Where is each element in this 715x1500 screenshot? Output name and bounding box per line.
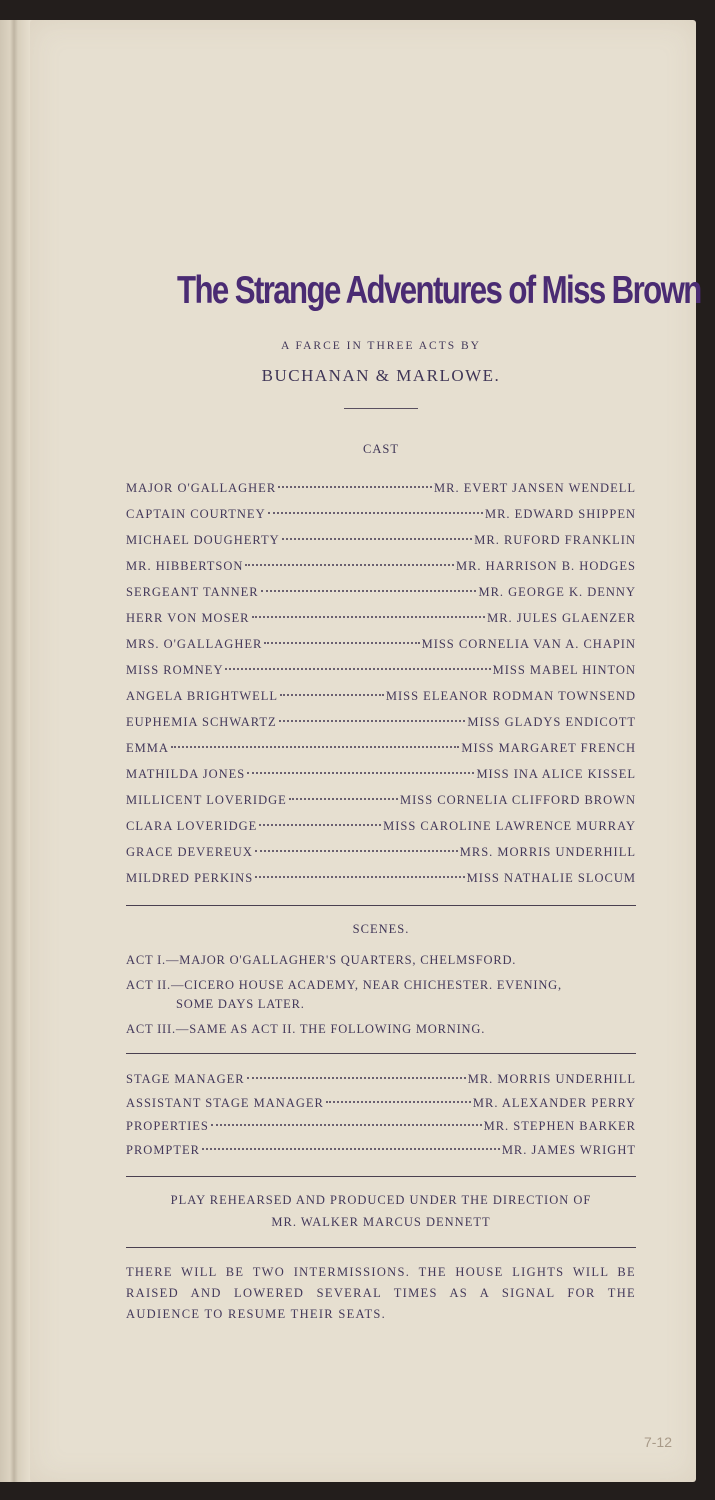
cast-row xyxy=(126,865,636,891)
cast-role: MILDRED PERKINS xyxy=(126,871,254,885)
cast-actor: MR. RUFORD FRANKLIN xyxy=(474,533,636,547)
cast-heading: CAST xyxy=(363,442,399,456)
scene-entry xyxy=(126,951,636,970)
cast-actor: MR. EDWARD SHIPPEN xyxy=(484,507,636,521)
cast-actor: MRS. MORRIS UNDERHILL xyxy=(459,845,636,859)
cast-actor: MISS NATHALIE SLOCUM xyxy=(466,871,636,885)
play-authors: BUCHANAN & MARLOWE. xyxy=(261,366,501,385)
cast-role: GRACE DEVEREUX xyxy=(126,845,253,859)
scene-line-continued: SOME DAYS LATER. xyxy=(176,997,305,1011)
cast-row xyxy=(126,527,636,553)
crew-row xyxy=(126,1139,636,1163)
cast-role: SERGEANT TANNER xyxy=(126,585,259,599)
crew-row xyxy=(126,1115,636,1139)
cast-role: MICHAEL DOUGHERTY xyxy=(126,533,280,547)
cast-row xyxy=(126,813,636,839)
leader-dots xyxy=(245,564,454,566)
leader-dots xyxy=(261,590,477,592)
cast-row xyxy=(126,501,636,527)
cast-role: MATHILDA JONES xyxy=(126,767,246,781)
cast-row xyxy=(126,553,636,579)
program-page xyxy=(30,20,701,1482)
crew-member: MR. JAMES WRIGHT xyxy=(501,1142,636,1157)
crew-list xyxy=(126,1068,636,1162)
direction-note-line: PLAY REHEARSED AND PRODUCED UNDER THE DIRECTION OF xyxy=(170,1193,592,1207)
cast-actor: MISS CAROLINE LAWRENCE MURRAY xyxy=(383,819,636,833)
leader-dots xyxy=(280,694,384,696)
cast-actor: MISS INA ALICE KISSEL xyxy=(476,767,636,781)
section-divider xyxy=(126,1247,636,1248)
leader-dots xyxy=(255,876,465,878)
cast-actor: MISS GLADYS ENDICOTT xyxy=(467,715,636,729)
cast-row xyxy=(126,475,636,501)
leader-dots xyxy=(268,512,483,514)
leader-dots xyxy=(259,824,381,826)
title-divider xyxy=(344,408,418,409)
direction-note-line: MR. WALKER MARCUS DENNETT xyxy=(271,1215,491,1229)
crew-row xyxy=(126,1092,636,1116)
cast-role: MAJOR O'GALLAGHER xyxy=(126,481,277,495)
leader-dots xyxy=(264,642,419,644)
cast-role: MRS. O'GALLAGHER xyxy=(126,637,263,651)
cast-role: MR. HIBBERTSON xyxy=(126,559,244,573)
cast-role: CLARA LOVERIDGE xyxy=(126,819,258,833)
cast-role: ANGELA BRIGHTWELL xyxy=(126,689,279,703)
pencil-page-mark: 7-12 xyxy=(643,1434,672,1450)
cast-actor: MR. JULES GLAENZER xyxy=(487,611,636,625)
leader-dots xyxy=(247,1077,466,1079)
play-subtitle: A FARCE IN THREE ACTS BY xyxy=(281,340,481,352)
crew-member: MR. MORRIS UNDERHILL xyxy=(467,1072,636,1086)
leader-dots xyxy=(279,720,466,722)
cast-row xyxy=(126,657,636,683)
scene-entry xyxy=(126,1020,636,1039)
cast-role: HERR VON MOSER xyxy=(126,611,250,625)
cast-role: MILLICENT LOVERIDGE xyxy=(126,793,287,807)
crew-member: MR. ALEXANDER PERRY xyxy=(472,1095,636,1110)
cast-role: CAPTAIN COURTNEY xyxy=(126,507,266,521)
program-content xyxy=(126,256,701,1325)
cast-row xyxy=(126,709,636,735)
leader-dots xyxy=(278,486,432,488)
scenes-heading: SCENES. xyxy=(352,922,410,936)
cast-actor: MISS MARGARET FRENCH xyxy=(461,741,636,755)
leader-dots xyxy=(252,616,486,618)
cast-actor: MR. EVERT JANSEN WENDELL xyxy=(434,481,636,495)
crew-role: PROMPTER xyxy=(126,1142,200,1157)
binding-edge xyxy=(0,20,34,1482)
direction-note xyxy=(126,1189,636,1233)
cast-role: EUPHEMIA SCHWARTZ xyxy=(126,715,277,729)
section-divider xyxy=(126,1053,636,1054)
cast-actor: MR. GEORGE K. DENNY xyxy=(478,585,636,599)
crew-row xyxy=(126,1068,636,1092)
play-title: The Strange Adventures of Miss Brown xyxy=(177,269,701,312)
cast-row xyxy=(126,631,636,657)
cast-actor: MISS CORNELIA VAN A. CHAPIN xyxy=(421,637,636,651)
leader-dots xyxy=(247,772,474,774)
leader-dots xyxy=(289,798,398,800)
intermission-note: THERE WILL BE TWO INTERMISSIONS. THE HOUSE LIGHTS WILL BE RAISED AND LOWERED SEVERAL TIMES AS A SIGNAL FOR THE AUDIENCE TO RESUME THEIR SEATS. xyxy=(126,1265,636,1321)
scene-line: ACT III.—SAME AS ACT II. THE FOLLOWING MORNING. xyxy=(126,1022,486,1036)
section-divider xyxy=(126,1176,636,1177)
cast-row xyxy=(126,839,636,865)
cast-row xyxy=(126,761,636,787)
cast-actor: MISS ELEANOR RODMAN TOWNSEND xyxy=(385,689,636,703)
cast-list xyxy=(126,475,636,891)
cast-role: MISS ROMNEY xyxy=(126,663,224,677)
crew-role: ASSISTANT STAGE MANAGER xyxy=(126,1095,324,1110)
cast-actor: MR. HARRISON B. HODGES xyxy=(455,559,636,573)
leader-dots xyxy=(255,850,458,852)
leader-dots xyxy=(202,1148,500,1150)
leader-dots xyxy=(225,668,490,670)
cast-row xyxy=(126,579,636,605)
crew-member: MR. STEPHEN BARKER xyxy=(483,1119,636,1133)
crew-role: PROPERTIES xyxy=(126,1119,209,1133)
cast-row xyxy=(126,787,636,813)
cast-row xyxy=(126,605,636,631)
scene-entry xyxy=(126,976,636,1014)
scene-line: ACT II.—CICERO HOUSE ACADEMY, NEAR CHICHESTER. EVENING, xyxy=(126,978,562,992)
leader-dots xyxy=(282,538,473,540)
scene-line: ACT I.—MAJOR O'GALLAGHER'S QUARTERS, CHELMSFORD. xyxy=(126,953,517,967)
leader-dots xyxy=(171,746,459,748)
crew-role: STAGE MANAGER xyxy=(126,1072,245,1086)
cast-role: EMMA xyxy=(126,741,169,755)
leader-dots xyxy=(211,1124,482,1126)
section-divider xyxy=(126,905,636,906)
cast-actor: MISS MABEL HINTON xyxy=(492,663,636,677)
cast-row xyxy=(126,683,636,709)
leader-dots xyxy=(326,1101,471,1103)
cast-actor: MISS CORNELIA CLIFFORD BROWN xyxy=(399,793,636,807)
cast-row xyxy=(126,735,636,761)
scenes-list xyxy=(126,951,636,1039)
